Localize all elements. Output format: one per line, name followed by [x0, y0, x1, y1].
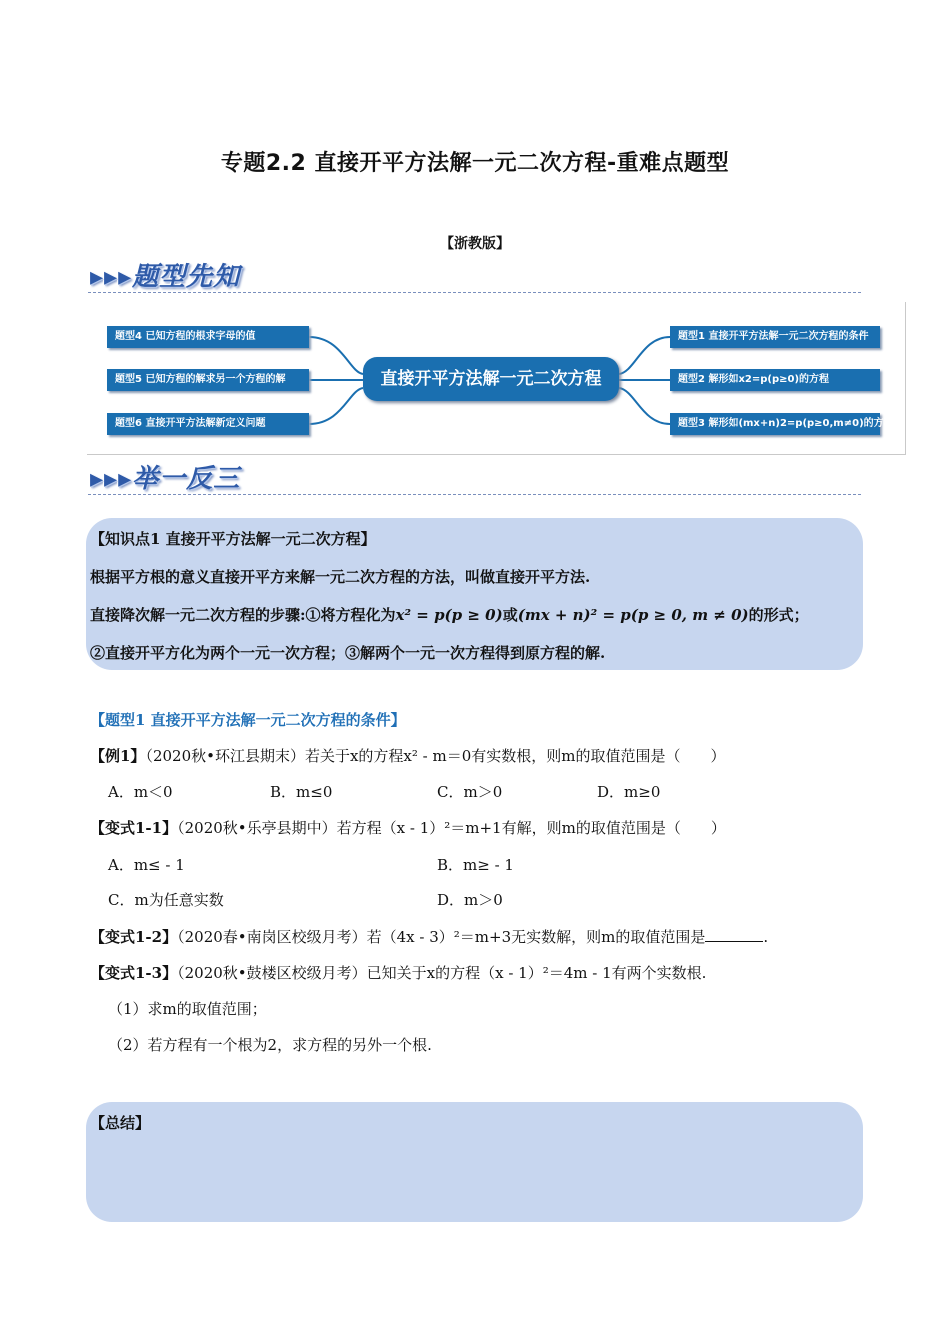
- answer-blank[interactable]: [705, 927, 763, 942]
- mindmap-node-type2: 题型2 解形如x2=p(p≥0)的方程: [670, 369, 880, 391]
- variant1-1-option-c: C．m为任意实数: [108, 891, 224, 909]
- formula-2: (mx + n)² = p(p ≥ 0, m ≠ 0): [517, 606, 749, 624]
- mindmap-node-type6: 题型6 直接开平方法解新定义问题: [107, 413, 309, 435]
- mindmap-node-type1: 题型1 直接开平方法解一元二次方程的条件: [670, 326, 880, 348]
- variant1-3-part2: （2）若方程有一个根为2，求方程的另外一个根.: [108, 1036, 432, 1054]
- example1-option-b: B．m≤0: [270, 783, 333, 801]
- mindmap-center: 直接开平方法解一元二次方程: [363, 357, 619, 401]
- divider: [88, 292, 861, 293]
- example1-option-d: D．m≥0: [597, 783, 661, 801]
- example1-option-c: C．m＞0: [437, 783, 503, 801]
- mindmap-node-type4: 题型4 已知方程的根求字母的值: [107, 326, 309, 348]
- knowledge-line3: ②直接开平方化为两个一元一次方程；③解两个一元一次方程得到原方程的解.: [90, 644, 606, 662]
- variant1-3-question: 【变式1-3】（2020秋•鼓楼区校级月考）已知关于x的方程（x - 1）²＝4m - 1有两个实数根.: [90, 964, 707, 982]
- edition-label: 【浙教版】: [440, 236, 510, 252]
- section-banner-overview: ▸▸▸题型先知: [90, 262, 241, 292]
- summary-heading: 【总结】: [90, 1114, 151, 1132]
- knowledge-line2: 直接降次解一元二次方程的步骤:①将方程化为x² = p(p ≥ 0)或(mx + n)² = p(p ≥ 0, m ≠ 0)的形式；: [90, 606, 809, 624]
- example1-option-a: A．m＜0: [108, 783, 173, 801]
- summary-panel: [86, 1102, 863, 1222]
- variant1-1-option-a: A．m≤ - 1: [108, 856, 185, 874]
- knowledge-line1: 根据平方根的意义直接开平方来解一元二次方程的方法，叫做直接开平方法.: [90, 568, 591, 586]
- variant1-2-question: 【变式1-2】（2020春•南岗区校级月考）若（4x - 3）²＝m+3无实数解，则m的取值范围是 .: [90, 928, 769, 946]
- mindmap: [87, 302, 906, 455]
- example1-question: 【例1】（2020秋•环江县期末）若关于x的方程x² - m＝0有实数根，则m的取值范围是（ ）: [90, 747, 726, 765]
- variant1-1-option-d: D．m＞0: [437, 891, 503, 909]
- variant1-3-part1: （1）求m的取值范围；: [108, 1000, 267, 1018]
- formula-1: x² = p(p ≥ 0): [395, 606, 503, 624]
- type1-heading: 【题型1 直接开平方法解一元二次方程的条件】: [90, 711, 406, 729]
- knowledge-heading: 【知识点1 直接开平方法解一元二次方程】: [90, 530, 376, 548]
- variant1-1-question: 【变式1-1】（2020秋•乐亭县期中）若方程（x - 1）²＝m+1有解，则m的取值范围是（ ）: [90, 819, 726, 837]
- divider: [88, 494, 861, 495]
- variant1-1-option-b: B．m≥ - 1: [437, 856, 514, 874]
- section-banner-practice: ▸▸▸举一反三: [90, 464, 241, 494]
- mindmap-node-type3: 题型3 解形如(mx+n)2=p(p≥0,m≠0)的方程: [670, 413, 880, 435]
- mindmap-node-type5: 题型5 已知方程的解求另一个方程的解: [107, 369, 309, 391]
- page-title: 专题2.2 直接开平方法解一元二次方程-重难点题型: [220, 151, 730, 176]
